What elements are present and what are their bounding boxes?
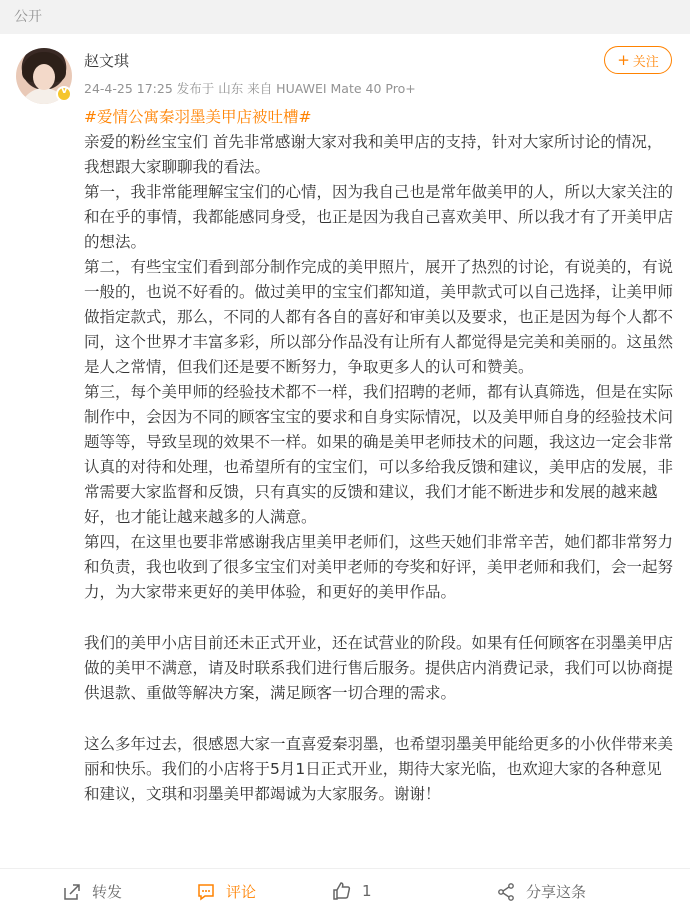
like-button[interactable] <box>332 881 372 901</box>
like-count: 1 <box>362 882 372 900</box>
share-label: 分享这条 <box>526 883 587 901</box>
post-paragraph: 第二，有些宝宝们看到部分制作完成的美甲照片，展开了热烈的讨论，有说美的，有说一般的，也说不好看的。做过美甲的宝宝们都知道，美甲款式可以自己选择，让美甲师做指定款式，那么，不同的人都有各自的喜好和审美以及要求，也正是因为每个人都不同，这个世界才丰富多彩，所以部分作品没有让所有人都觉得是完美和美丽的。这虽然是人之常情，但我们还是要不断努力，争取更多人的认可和赞美。 <box>84 258 674 376</box>
comment-button[interactable] <box>196 881 256 902</box>
post-paragraph: 第一，我非常能理解宝宝们的心情，因为我自己也是常年做美甲的人，所以大家关注的和在乎的事情，我都能感同身受，也正是因为我自己喜欢美甲、所以我才有了开美甲店的想法。 <box>84 183 674 251</box>
post-meta: 24-4-25 17:25 发布于 山东 来自 HUAWEI Mate 40 Pro+ <box>84 81 416 96</box>
post-paragraph: 我们的美甲小店目前还未正式开业，还在试营业的阶段。如果有任何顾客在羽墨美甲店做的美甲不满意，请及时联系我们进行售后服务。提供店内消费记录，我们可以协商提供退款、重做等解决方案，满足顾客一切合理的需求。 <box>84 634 674 702</box>
thumbs-up-icon <box>332 881 352 901</box>
repost-label: 转发 <box>92 883 123 901</box>
share-icon <box>496 882 516 902</box>
action-bar <box>0 868 690 915</box>
share-button[interactable] <box>496 881 586 902</box>
visibility-bar <box>0 0 690 34</box>
visibility-label: 公开 <box>14 9 42 25</box>
comment-label: 评论 <box>226 883 257 901</box>
post-paragraph: 第四，在这里也要非常感谢我店里美甲老师们，这些天她们非常辛苦，她们都非常努力和负责，我也收到了很多宝宝们对美甲老师的夸奖和好评，美甲老师和我们，会一起努力，为大家带来更好的美甲体验，和更好的美甲作品。 <box>84 533 674 601</box>
post-paragraph: 这么多年过去，很感恩大家一直喜爱秦羽墨，也希望羽墨美甲能给更多的小伙伴带来美丽和快乐。我们的小店将于5月1日正式开业，期待大家光临，也欢迎大家的各种意见和建议，文琪和羽墨美甲都竭诚为大家服务。谢谢！ <box>84 735 674 803</box>
post-content <box>84 105 676 807</box>
username[interactable]: 赵文琪 <box>84 52 130 70</box>
post-paragraph: 第三，每个美甲师的经验技术都不一样，我们招聘的老师，都有认真筛选，但是在实际制作中，会因为不同的顾客宝宝的要求和自身实际情况，以及美甲师自身的经验技术问题等等，导致呈现的效果不一样。如果的确是美甲老师技术的问题，我这边一定会非常认真的对待和处理，也希望所有的宝宝们，可以多给我反馈和建议，美甲店的发展，非常需要大家监督和反馈，只有真实的反馈和建议，我们才能不断进步和发展的越来越好，也才能让越来越多的人满意。 <box>84 383 674 526</box>
topic-tag-link[interactable]: #爱情公寓秦羽墨美甲店被吐槽# <box>84 108 312 126</box>
repost-icon <box>62 882 82 902</box>
follow-label: 关注 <box>632 54 659 70</box>
plus-icon: + <box>617 50 630 69</box>
post-paragraph: 亲爱的粉丝宝宝们 首先非常感谢大家对我和美甲店的支持，针对大家所讨论的情况，我想跟大家聊聊我的看法。 <box>84 133 663 176</box>
repost-button[interactable] <box>62 881 122 902</box>
comment-icon <box>196 882 216 902</box>
follow-button[interactable] <box>604 46 672 74</box>
verified-badge-icon <box>56 86 72 102</box>
